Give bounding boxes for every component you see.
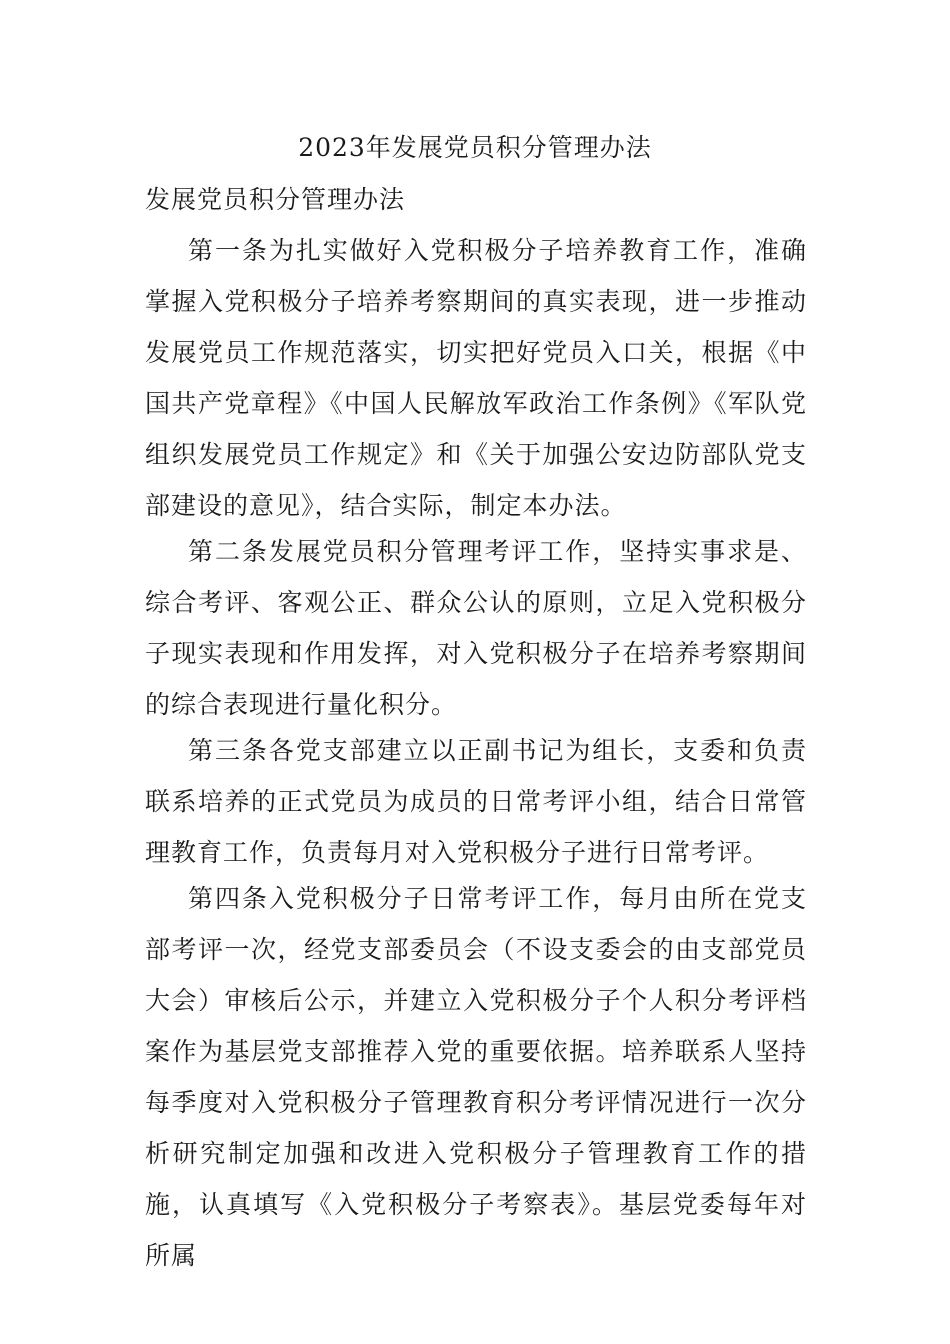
article-3-paragraph: 第三条各党支部建立以正副书记为组长，支委和负责联系培养的正式党员为成员的日常考评小组，结合日常管理教育工作，负责每月对入党积极分子进行日常考评。 — [145, 736, 807, 867]
document-subtitle: 发展党员积分管理办法 — [145, 185, 406, 214]
article-2-paragraph: 第二条发展党员积分管理考评工作，坚持实事求是、综合考评、客观公正、群众公认的原则，立足入党积极分子现实表现和作用发挥，对入党积极分子在培养考察期间的综合表现进行量化积分。 — [145, 537, 807, 719]
article-4-paragraph: 第四条入党积极分子日常考评工作，每月由所在党支部考评一次，经党支部委员会（不设支委会的由支部党员大会）审核后公示，并建立入党积极分子个人积分考评档案作为基层党支部推荐入党的重要依据。培养联系人坚持每季度对入党积极分子管理教育积分考评情况进行一次分析研究制定加强和改进入党积极分子管理教育工作的措施，认真填写《入党积极分子考察表》。基层党委每年对所属 — [145, 884, 807, 1270]
document-title: 2023年发展党员积分管理办法 — [298, 133, 652, 162]
article-1-paragraph: 第一条为扎实做好入党积极分子培养教育工作，准确掌握入党积极分子培养考察期间的真实表现，进一步推动发展党员工作规范落实，切实把好党员入口关，根据《中国共产党章程》《中国人民解放军政治工作条例》《军队党组织发展党员工作规定》和《关于加强公安边防部队党支部建设的意见》，结合实际，制定本办法。 — [145, 236, 807, 520]
